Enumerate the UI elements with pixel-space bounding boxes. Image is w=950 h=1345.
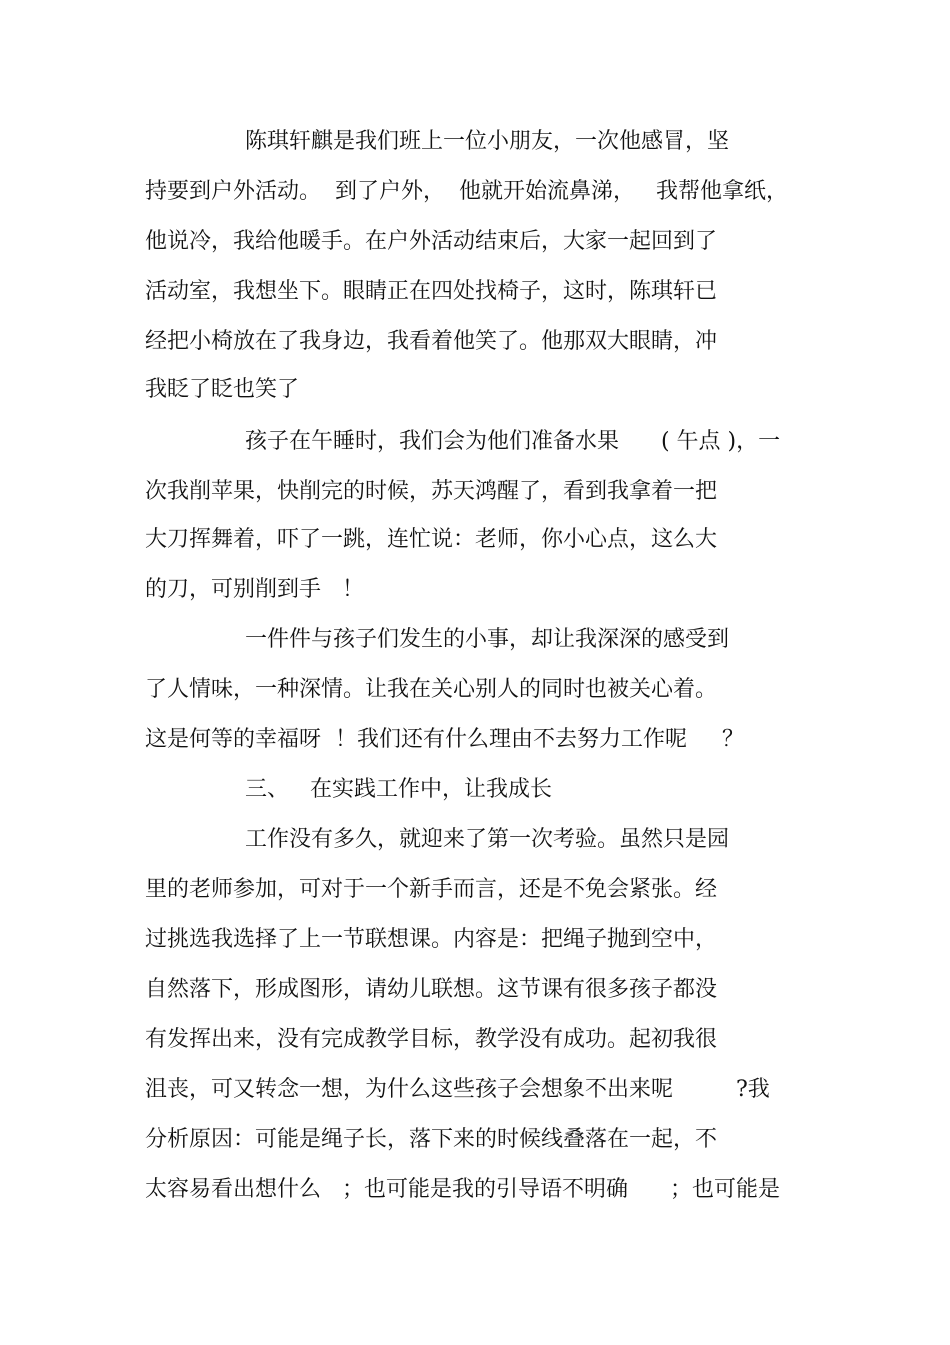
text-line: 一件件与孩子们发生的小事，却让我深深的感受到 [245,627,730,652]
text-line: 次我削苹果，快削完的时候，苏天鸿醒了，看到我拿着一把 [145,479,718,504]
text-line: 分析原因：可能是绳子长，落下来的时候线叠落在一起，不 [145,1127,718,1152]
text-line: 他说冷，我给他暖手。在户外活动结束后，大家一起回到了 [145,229,718,254]
text-line: 过挑选我选择了上一节联想课。内容是：把绳子抛到空中， [145,927,718,952]
text-line: 了人情味，一种深情。让我在关心别人的同时也被关心着。 [145,677,718,702]
section-heading: 三、 在实践工作中，让我成长 [245,777,552,802]
text-line: 活动室，我想坐下。眼睛正在四处找椅子，这时，陈琪轩已 [145,279,718,304]
text-line: 孩子在午睡时，我们会为他们准备水果 ( 午点 )，一 [245,429,781,454]
text-line: 有发挥出来，没有完成教学目标，教学没有成功。起初我很 [145,1027,718,1052]
text-line: 大刀挥舞着，吓了一跳，连忙说：老师，你小心点，这么大 [145,527,718,552]
text-line: 的刀，可别削到手 ！ [145,577,364,602]
text-line: 这是何等的幸福呀 ！我们还有什么理由不去努力工作呢 ？ [145,727,744,752]
text-line: 工作没有多久，就迎来了第一次考验。虽然只是园 [245,827,730,852]
text-line: 太容易看出想什么 ；也可能是我的引导语不明确 ；也可能是 [145,1177,780,1202]
text-line: 持要到户外活动。 到了户外， 他就开始流鼻涕， 我帮他拿纸， [145,179,788,204]
text-line: 里的老师参加，可对于一个新手而言，还是不免会紧张。经 [145,877,718,902]
text-line: 经把小椅放在了我身边，我看着他笑了。他那双大眼睛，冲 [145,329,718,354]
text-line: 我眨了眨也笑了 [145,377,300,402]
text-line: 陈琪轩麒是我们班上一位小朋友，一次他感冒，坚 [245,129,730,154]
text-line: 沮丧，可又转念一想，为什么这些孩子会想象不出来呢 ?我 [145,1077,770,1102]
text-line: 自然落下，形成图形，请幼儿联想。这节课有很多孩子都没 [145,977,718,1002]
